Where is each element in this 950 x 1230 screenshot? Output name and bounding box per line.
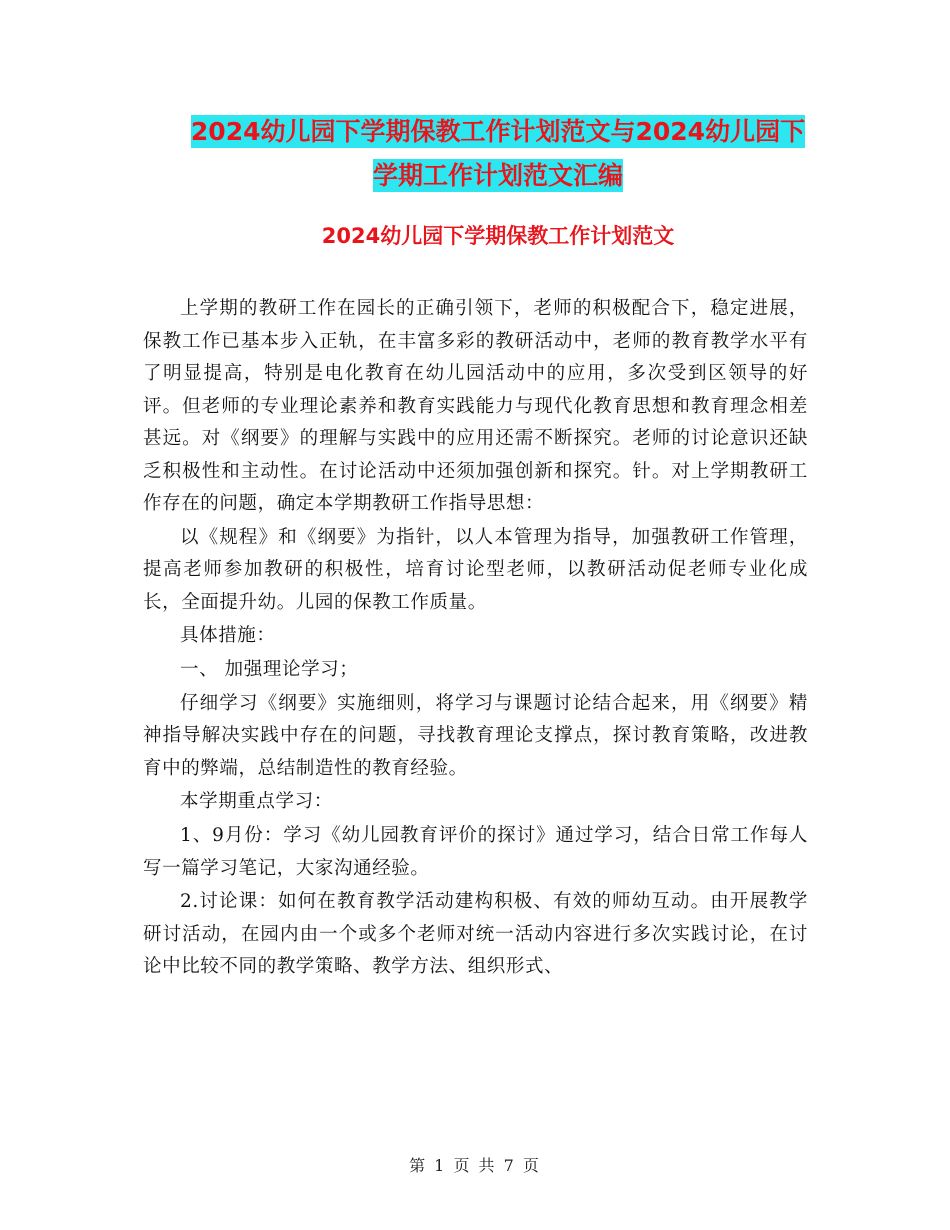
document-body <box>143 293 808 985</box>
paragraph: 2.讨论课：如何在教育教学活动建构积极、有效的师幼互动。由开展教学研讨活动，在园内由一个或多个老师对统一活动内容进行多次实践讨论，在讨论中比较不同的教学策略、教学方法、组织形式、 <box>143 891 808 978</box>
document-title <box>140 110 856 198</box>
paragraph: 一、 加强理论学习； <box>180 659 359 681</box>
section-title: 2024幼儿园下学期保教工作计划范文 <box>321 224 675 248</box>
paragraph: 上学期的教研工作在园长的正确引领下，老师的积极配合下，稳定进展，保教工作已基本步入正轨，在丰富多彩的教研活动中，老师的教育教学水平有了明显提高，特别是电化教育在幼儿园活动中的应用，多次受到区领导的好评。但老师的专业理论素养和教育实践能力与现代化教育思想和教育理念相差甚远。对《纲要》的理解与实践中的应用还需不断探究。老师的讨论意识还缺乏积极性和主动性。在讨论活动中还须加强创新和探究。针。对上学期教研工作存在的问题，确定本学期教研工作指导思想： <box>143 298 808 514</box>
paragraph: 仔细学习《纲要》实施细则，将学习与课题讨论结合起来，用《纲要》精神指导解决实践中存在的问题，寻找教育理论支撑点，探讨教育策略，改进教育中的弊端，总结制造性的教育经验。 <box>143 692 808 779</box>
document-title-line-2: 学期工作计划范文汇编 <box>372 161 623 190</box>
paragraph: 具体措施： <box>180 625 276 647</box>
page-footer: 第 1 页 共 7 页 <box>409 1156 541 1175</box>
document-title-line-1: 2024幼儿园下学期保教工作计划范文与2024幼儿园下 <box>190 117 806 146</box>
paragraph: 1、9月份：学习《幼儿园教育评价的探讨》通过学习，结合日常工作每人写一篇学习笔记，大家沟通经验。 <box>143 825 808 879</box>
paragraph: 本学期重点学习： <box>180 791 333 813</box>
paragraph: 以《规程》和《纲要》为指针，以人本管理为指导，加强教研工作管理，提高老师参加教研的积极性，培育讨论型老师，以教研活动促老师专业化成长，全面提升幼。儿园的保教工作质量。 <box>143 526 808 613</box>
